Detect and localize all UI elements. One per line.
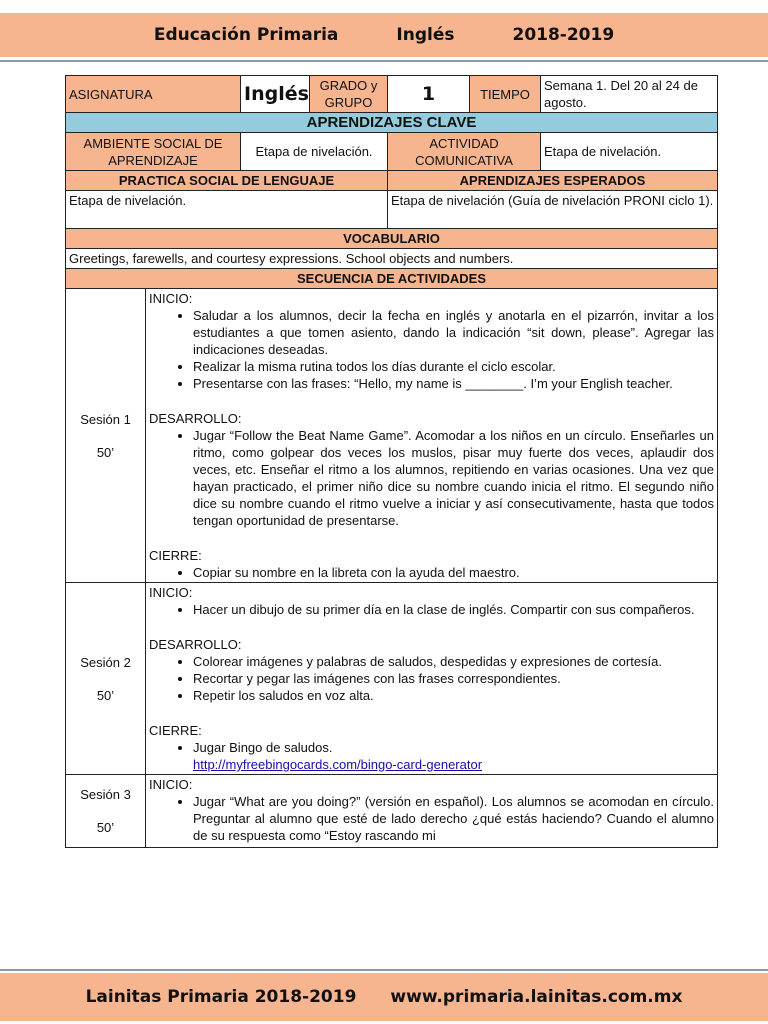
list-item: • Jugar “Follow the Beat Name Game”. Acomodar a los niños en un círculo. Enseñarles un ritmo, como golpear dos veces los muslos, pisar muy fuerte dos veces, aplaudir dos veces, etc. Enseñar el ritmo a los alumnos, repitiendo en varias ocasiones. Una vez que hayan practicado, el primer niño dice su nombre cuando inicia el ritmo. El segundo niño dice su nombre cuando el ritmo vuelve a iniciar y así consecutivamente, hasta que todos tengan oportunidad de presentarse. — [193, 427, 714, 529]
cierre-label: CIERRE: — [149, 548, 202, 563]
vocabulario-label: VOCABULARIO — [66, 229, 718, 249]
header-subject: Inglés — [396, 25, 455, 45]
cierre-label: CIERRE: — [149, 723, 202, 738]
esperados-label: APRENDIZAJES ESPERADOS — [388, 171, 718, 191]
secuencia-label: SECUENCIA DE ACTIVIDADES — [66, 269, 718, 289]
desarrollo-label: DESARROLLO: — [149, 411, 242, 426]
session-2-name: Sesión 2 — [80, 654, 131, 670]
ambiente-label: AMBIENTE SOCIAL DE APRENDIZAJE — [66, 133, 241, 171]
session-2-cierre — [149, 722, 714, 773]
actividad-label: ACTIVIDAD COMUNICATIVA — [388, 133, 541, 171]
tiempo-label: TIEMPO — [470, 76, 541, 113]
bingo-link[interactable]: http://myfreebingocards.com/bingo-card-generator — [193, 757, 483, 772]
session-3-content — [146, 775, 718, 848]
footer-banner — [0, 973, 768, 1021]
footer-rule — [0, 969, 768, 971]
lesson-plan-table — [65, 75, 718, 848]
aprendizajes-clave-header: APRENDIZAJES CLAVE — [66, 113, 718, 133]
list-item: • Colorear imágenes y palabras de saludos, despedidas y expresiones de cortesía. — [193, 653, 714, 670]
session-2-cell — [66, 583, 146, 775]
session-1-cierre — [149, 547, 714, 581]
header-banner — [0, 13, 768, 57]
header-rule — [0, 60, 768, 62]
esperados-value: Etapa de nivelación (Guía de nivelación PRONI ciclo 1). — [388, 191, 718, 229]
list-item: • Copiar su nombre en la libreta con la ayuda del maestro. — [193, 564, 714, 581]
header-level: Educación Primaria — [153, 25, 339, 45]
session-3-duration: 50’ — [96, 820, 115, 835]
list-item: • Jugar “What are you doing?” (versión en español). Los alumnos se acomodan en círculo. Preguntar al alumno que esté de lado derecho ¿qué estás haciendo? Cuando el alumno de su respuesta como “Estoy rascando mi — [193, 793, 714, 844]
list-item: • Recortar y pegar las imágenes con las frases correspondientes. — [193, 670, 714, 687]
session-2-desarrollo — [149, 636, 714, 704]
list-item: • Hacer un dibujo de su primer día en la clase de inglés. Compartir con sus compañeros. — [193, 601, 714, 618]
tiempo-value: Semana 1. Del 20 al 24 de agosto. — [541, 76, 718, 113]
header-year: 2018-2019 — [512, 25, 615, 45]
practica-value: Etapa de nivelación. — [66, 191, 388, 229]
session-1-inicio — [149, 290, 714, 392]
inicio-label: INICIO: — [149, 585, 193, 600]
practica-label: PRACTICA SOCIAL DE LENGUAJE — [66, 171, 388, 191]
session-3-cell — [66, 775, 146, 848]
session-3-name: Sesión 3 — [80, 787, 131, 802]
vocabulario-value: Greetings, farewells, and courtesy expressions. School objects and numbers. — [66, 249, 718, 269]
asignatura-value: Inglés — [241, 76, 310, 113]
list-item: • Realizar la misma rutina todos los días durante el ciclo escolar. — [193, 358, 714, 375]
session-2-inicio — [149, 584, 714, 618]
list-item: • Saludar a los alumnos, decir la fecha en inglés y anotarla en el pizarrón, invitar a los estudiantes a que tomen asiento, dando la indicación “sit down, please”. Agregar las indicaciones deseadas. — [193, 307, 714, 358]
session-1-duration: 50’ — [96, 444, 115, 460]
session-1-content — [146, 289, 718, 583]
asignatura-label: ASIGNATURA — [66, 76, 241, 113]
session-1-desarrollo — [149, 410, 714, 529]
list-item: • Repetir los saludos en voz alta. — [193, 687, 714, 704]
session-1-cell — [66, 289, 146, 583]
list-item: • Presentarse con las frases: “Hello, my name is ________. I’m your English teacher. — [193, 375, 714, 392]
grado-label: GRADO y GRUPO — [310, 76, 388, 113]
inicio-label: INICIO: — [149, 291, 193, 306]
actividad-value: Etapa de nivelación. — [541, 133, 718, 171]
session-2-content — [146, 583, 718, 775]
list-item: • Jugar Bingo de saludos. http://myfreebingocards.com/bingo-card-generator — [193, 739, 714, 773]
desarrollo-label: DESARROLLO: — [149, 637, 242, 652]
footer-left: Lainitas Primaria 2018-2019 — [85, 987, 357, 1007]
session-1-name: Sesión 1 — [80, 411, 131, 427]
grado-value: 1 — [388, 76, 470, 113]
ambiente-value: Etapa de nivelación. — [241, 133, 388, 171]
inicio-label: INICIO: — [149, 777, 193, 792]
session-2-duration: 50’ — [96, 687, 115, 703]
footer-right: www.primaria.lainitas.com.mx — [390, 987, 683, 1007]
